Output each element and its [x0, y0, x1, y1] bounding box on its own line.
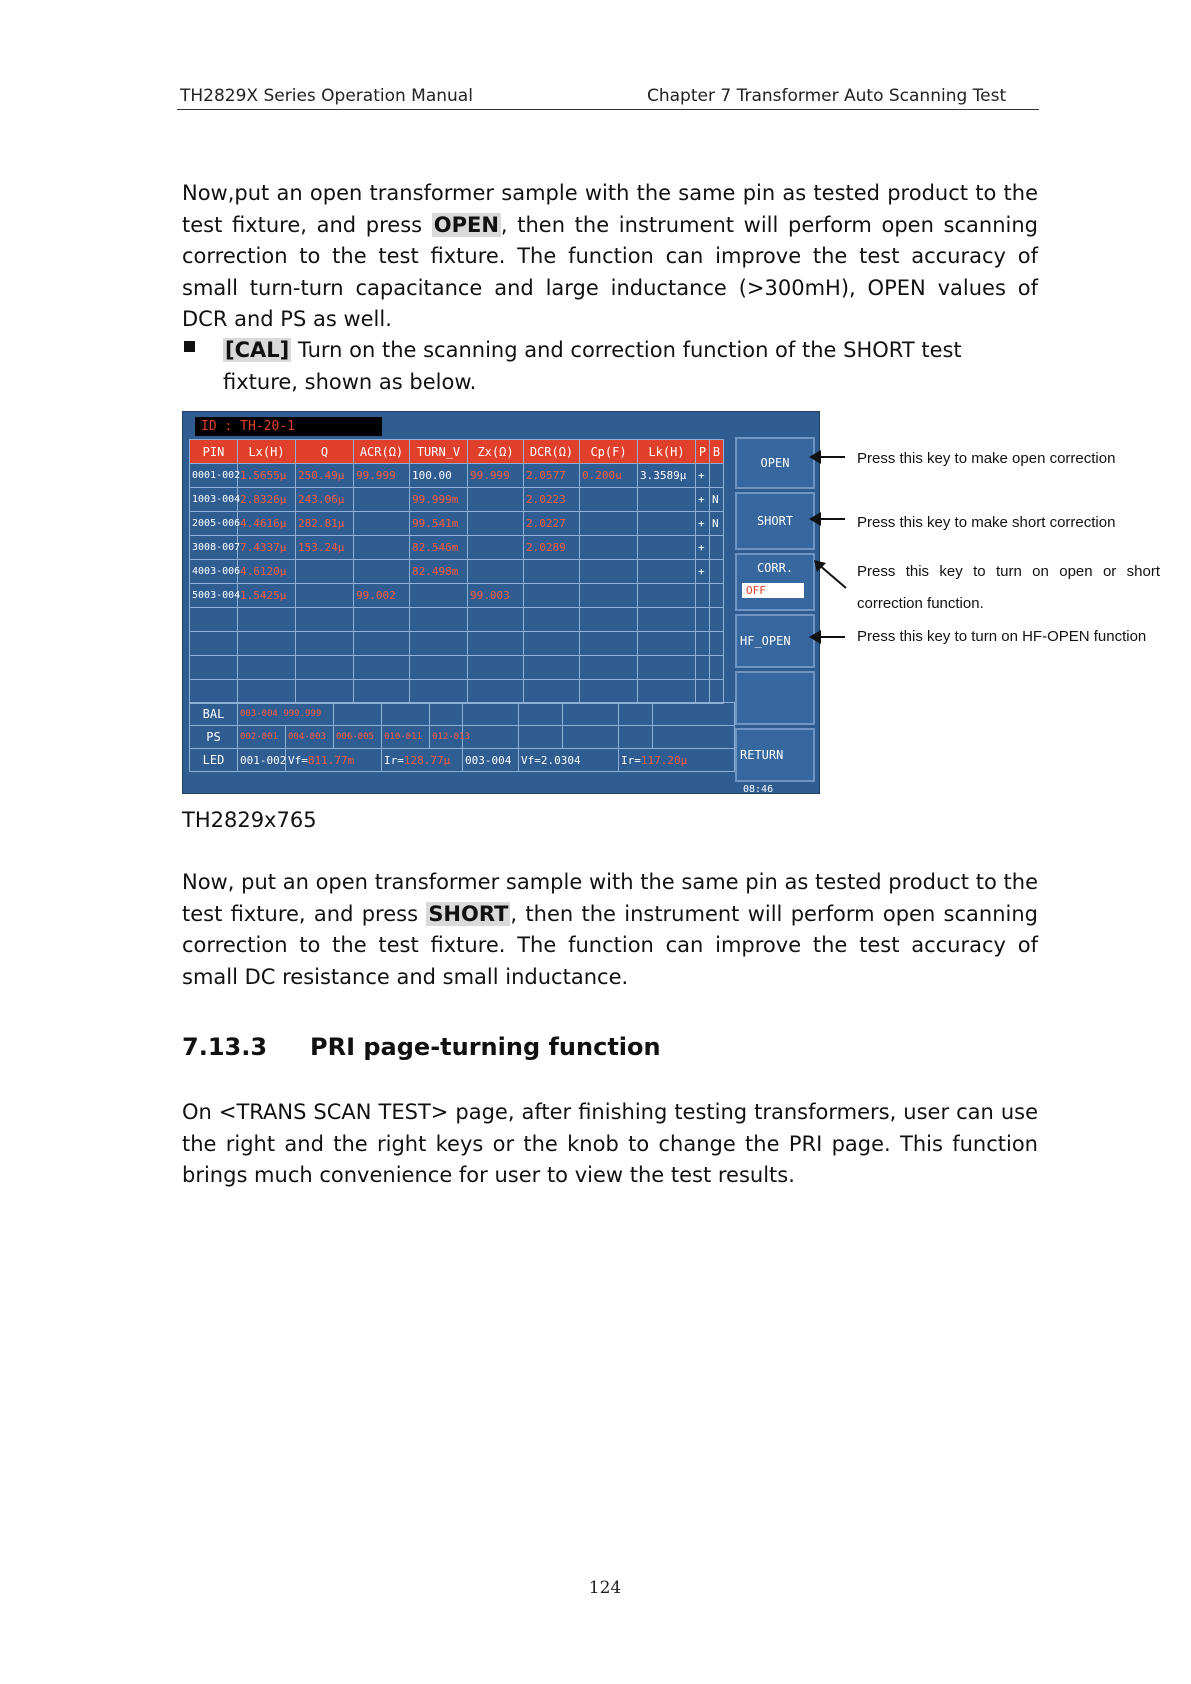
p-cell	[696, 584, 710, 608]
pin-cell: 4003-006	[190, 560, 238, 584]
cp-cell	[580, 512, 638, 536]
table-row-empty	[190, 608, 724, 632]
p-cell: +	[696, 488, 710, 512]
zx-cell	[468, 536, 524, 560]
b-cell: N	[710, 488, 724, 512]
summary-area	[189, 702, 734, 772]
ps-row	[190, 726, 735, 749]
para2-text-after: , then the instrument will perform open scanning correction to the test fixture. The function can improve the test accuracy of small DC resistance and small inductance.	[182, 901, 1038, 989]
section-number: 7.13.3	[182, 1033, 268, 1061]
b-cell: N	[710, 512, 724, 536]
arrow-left-icon	[811, 456, 845, 458]
cp-cell: 0.200u	[580, 464, 638, 488]
lk-cell	[638, 560, 696, 584]
col-header: Lk(H)	[638, 440, 696, 464]
q-cell: 153.24μ	[296, 536, 354, 560]
lx-cell: 4.4616μ	[238, 512, 296, 536]
table-row	[190, 584, 724, 608]
results-table	[189, 439, 724, 704]
col-header: Cp(F)	[580, 440, 638, 464]
callout-hf-open: Press this key to turn on HF-OPEN function	[857, 628, 1147, 645]
pin-cell: 0001-002	[190, 464, 238, 488]
clock: 08:46	[743, 784, 774, 795]
open-key-label: OPEN	[433, 212, 499, 237]
dcr-cell: 2.0227	[524, 512, 580, 536]
cp-cell	[580, 488, 638, 512]
dcr-cell: 2.0289	[524, 536, 580, 560]
b-cell	[710, 584, 724, 608]
led-pin-2: 003-004	[463, 749, 519, 772]
arrow-diagonal-icon	[812, 558, 848, 590]
dcr-cell	[524, 560, 580, 584]
blank-softkey[interactable]	[735, 671, 815, 725]
col-header: PIN	[190, 440, 238, 464]
header-right: Chapter 7 Transformer Auto Scanning Test	[647, 86, 1007, 106]
col-header: DCR(Ω)	[524, 440, 580, 464]
dcr-cell	[524, 584, 580, 608]
p-cell: +	[696, 512, 710, 536]
bullet-cal	[223, 335, 1038, 398]
lk-cell	[638, 584, 696, 608]
callout-open: Press this key to make open correction	[857, 450, 1116, 467]
section-heading	[182, 1033, 661, 1061]
callout-short: Press this key to make short correction	[857, 514, 1116, 531]
lx-cell: 7.4337μ	[238, 536, 296, 560]
led-ir-1: Ir=128.77μ	[382, 749, 463, 772]
table-row	[190, 464, 724, 488]
p-cell: +	[696, 536, 710, 560]
return-softkey[interactable]: RETURN	[735, 728, 815, 782]
arrow-left-icon	[811, 636, 845, 638]
col-header: Q	[296, 440, 354, 464]
b-cell	[710, 536, 724, 560]
pin-cell: 1003-004	[190, 488, 238, 512]
led-row	[190, 749, 735, 772]
para1-text-before: Now,put an open transformer sample with the same pin as tested product to the test fixture, and press	[182, 181, 1038, 237]
dcr-cell: 2.0223	[524, 488, 580, 512]
lk-cell	[638, 488, 696, 512]
zx-cell	[468, 560, 524, 584]
open-softkey[interactable]: OPEN	[735, 437, 815, 489]
bal-row	[190, 703, 735, 726]
table-row	[190, 488, 724, 512]
lk-cell	[638, 536, 696, 560]
lx-cell: 1.5655μ	[238, 464, 296, 488]
acr-cell: 99.999	[354, 464, 410, 488]
lx-cell: 4.6120μ	[238, 560, 296, 584]
arrow-left-icon	[811, 518, 845, 520]
cal-key-label: [CAL]	[225, 338, 290, 362]
bullet-text: Turn on the scanning and correction function of the SHORT test fixture, shown as below.	[223, 338, 962, 394]
zx-cell: 99.003	[468, 584, 524, 608]
led-label: LED	[190, 749, 238, 772]
table-row-empty	[190, 632, 724, 656]
col-header: Lx(H)	[238, 440, 296, 464]
cp-cell	[580, 560, 638, 584]
led-vf-2: Vf=2.0304	[519, 749, 619, 772]
col-header: P	[696, 440, 710, 464]
cp-cell	[580, 536, 638, 560]
lk-cell: 3.3589μ	[638, 464, 696, 488]
lx-cell: 1.5425μ	[238, 584, 296, 608]
bullet-square-icon	[184, 341, 195, 352]
p-cell: +	[696, 560, 710, 584]
turn-cell: 82.498m	[410, 560, 468, 584]
para1-text-after: , then the instrument will perform open scanning correction to the test fixture. The function can improve the test accuracy of small turn-turn capacitance and large inductance (>300mH), OPEN values of DCR and PS as well.	[182, 212, 1039, 331]
figure-caption: TH2829x765	[182, 808, 317, 832]
table-row	[190, 560, 724, 584]
q-cell: 282.81μ	[296, 512, 354, 536]
q-cell: 250.49μ	[296, 464, 354, 488]
callout-corr: Press this key to turn on open or short correction function.	[857, 563, 1160, 612]
para2-text-before: Now, put an open transformer sample with the same pin as tested product to the test fixture, and press	[182, 870, 1038, 926]
table-row	[190, 512, 724, 536]
acr-cell	[354, 488, 410, 512]
p-cell: +	[696, 464, 710, 488]
zx-cell: 99.999	[468, 464, 524, 488]
col-header: Zx(Ω)	[468, 440, 524, 464]
corr-label: CORR.	[756, 561, 794, 575]
lk-cell	[638, 512, 696, 536]
ps-value: 006-005	[334, 726, 382, 749]
short-key-label: SHORT	[428, 901, 509, 926]
q-cell	[296, 560, 354, 584]
col-header: TURN_V	[410, 440, 468, 464]
zx-cell	[468, 512, 524, 536]
header-left: TH2829X Series Operation Manual	[180, 86, 473, 106]
q-cell	[296, 584, 354, 608]
page-number: 124	[588, 1578, 622, 1598]
b-cell	[710, 560, 724, 584]
dcr-cell: 2.0577	[524, 464, 580, 488]
pin-cell: 3008-007	[190, 536, 238, 560]
acr-cell: 99.002	[354, 584, 410, 608]
pin-cell: 5003-004	[190, 584, 238, 608]
header-rule	[177, 109, 1039, 110]
short-softkey[interactable]: SHORT	[735, 492, 815, 550]
led-pin-1: 001-002	[238, 749, 286, 772]
q-cell: 243.06μ	[296, 488, 354, 512]
table-row	[190, 536, 724, 560]
id-bar: ID : TH-20-1	[195, 417, 382, 436]
ps-value: 010-011	[382, 726, 430, 749]
col-header: ACR(Ω)	[354, 440, 410, 464]
pin-cell: 2005-006	[190, 512, 238, 536]
lx-cell: 2.8326μ	[238, 488, 296, 512]
ps-value: 004-003	[286, 726, 334, 749]
bal-value: 003-004 999.999	[238, 703, 334, 726]
acr-cell	[354, 560, 410, 584]
turn-cell: 100.00	[410, 464, 468, 488]
led-ir-2: Ir=117.20μ	[619, 749, 735, 772]
turn-cell	[410, 584, 468, 608]
turn-cell: 99.541m	[410, 512, 468, 536]
corr-state-field: OFF	[742, 583, 804, 598]
instrument-screen	[182, 411, 820, 794]
acr-cell	[354, 536, 410, 560]
b-cell	[710, 464, 724, 488]
turn-cell: 82.546m	[410, 536, 468, 560]
ps-value: 002-001	[238, 726, 286, 749]
cp-cell	[580, 584, 638, 608]
hf-open-softkey[interactable]: HF_OPEN	[735, 614, 815, 668]
section-title: PRI page-turning function	[310, 1033, 661, 1061]
turn-cell: 99.999m	[410, 488, 468, 512]
bal-label: BAL	[190, 703, 238, 726]
summary-table	[189, 702, 735, 772]
paragraph-pri-page: On <TRANS SCAN TEST> page, after finishing testing transformers, user can use the right and the right keys or the knob to change the PRI page. This function brings much convenience for user to view the test results.	[182, 1100, 1038, 1187]
table-header-row	[190, 440, 724, 464]
table-row-empty	[190, 680, 724, 704]
table-row-empty	[190, 656, 724, 680]
ps-label: PS	[190, 726, 238, 749]
corr-softkey[interactable]	[735, 553, 815, 611]
acr-cell	[354, 512, 410, 536]
paragraph-open-correction	[182, 178, 1038, 336]
col-header: B	[710, 440, 724, 464]
ps-value: 012-013	[430, 726, 463, 749]
led-vf-1: Vf=811.77m	[286, 749, 382, 772]
paragraph-short-correction	[182, 867, 1038, 993]
zx-cell	[468, 488, 524, 512]
